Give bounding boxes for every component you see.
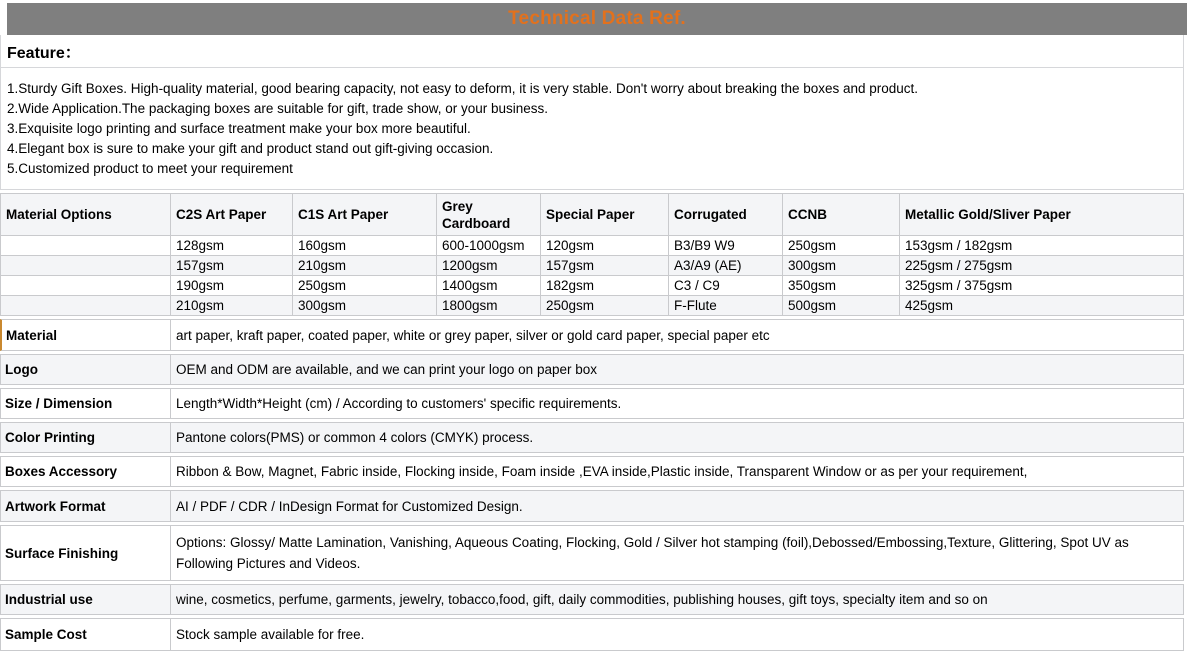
spec-label: Boxes Accessory <box>1 457 171 486</box>
spec-label: Artwork Format <box>1 491 171 521</box>
table-cell: 210gsm <box>293 256 437 276</box>
table-cell: 120gsm <box>541 236 669 256</box>
table-cell: B3/B9 W9 <box>669 236 783 256</box>
table-cell: 350gsm <box>783 276 900 296</box>
title-bar <box>7 3 1187 35</box>
table-cell: 1200gsm <box>437 256 541 276</box>
feature-heading: Feature： <box>7 44 81 62</box>
table-cell: 225gsm / 275gsm <box>900 256 1184 276</box>
spec-row-boxes-accessory <box>0 456 1184 487</box>
column-header: Grey Cardboard <box>437 194 541 236</box>
feature-item: 4.Elegant box is sure to make your gift and product stand out gift-giving occasion. <box>7 141 494 156</box>
feature-item: 2.Wide Application.The packaging boxes are suitable for gift, trade show, or your business. <box>7 101 549 116</box>
table-cell: 190gsm <box>171 276 293 296</box>
table-cell: 425gsm <box>900 296 1184 316</box>
spec-value: Ribbon & Bow, Magnet, Fabric inside, Flocking inside, Foam inside ,EVA inside,Plastic inside, Transparent Window or as per your requirement, <box>176 464 1028 479</box>
spec-row-industrial-use <box>0 584 1184 615</box>
column-header: C1S Art Paper <box>293 194 437 236</box>
table-cell: 600-1000gsm <box>437 236 541 256</box>
table-cell <box>1 256 171 276</box>
spec-label: Surface Finishing <box>1 526 171 580</box>
page-title: Technical Data Ref. <box>508 8 686 29</box>
spec-row-surface-finishing <box>0 525 1184 581</box>
spec-label: Color Printing <box>1 423 171 452</box>
column-header: Material Options <box>1 194 171 236</box>
table-cell: F-Flute <box>669 296 783 316</box>
table-cell: 300gsm <box>293 296 437 316</box>
column-header: Metallic Gold/Sliver Paper <box>900 194 1184 236</box>
table-cell: 210gsm <box>171 296 293 316</box>
table-cell: 250gsm <box>541 296 669 316</box>
table-cell: 157gsm <box>541 256 669 276</box>
spec-value: OEM and ODM are available, and we can print your logo on paper box <box>176 362 597 377</box>
table-cell: 182gsm <box>541 276 669 296</box>
spec-label: Logo <box>1 355 171 384</box>
spec-row-sample-cost <box>0 618 1184 651</box>
table-row <box>1 236 1184 256</box>
feature-heading-row <box>1 35 1183 68</box>
spec-label: Size / Dimension <box>1 389 171 418</box>
table-cell: 325gsm / 375gsm <box>900 276 1184 296</box>
spec-value: art paper, kraft paper, coated paper, white or grey paper, silver or gold card paper, special paper etc <box>176 327 770 343</box>
spec-label: Industrial use <box>1 585 171 614</box>
table-cell: 153gsm / 182gsm <box>900 236 1184 256</box>
column-header: C2S Art Paper <box>171 194 293 236</box>
table-cell <box>1 276 171 296</box>
spec-row-material <box>0 319 1184 351</box>
table-cell: 160gsm <box>293 236 437 256</box>
feature-item: 1.Sturdy Gift Boxes. High-quality material, good bearing capacity, not easy to deform, it is very stable. Don't worry about breaking the boxes and product. <box>7 81 919 96</box>
table-cell: C3 / C9 <box>669 276 783 296</box>
column-header: Corrugated <box>669 194 783 236</box>
table-cell: 250gsm <box>783 236 900 256</box>
spec-value: Options: Glossy/ Matte Lamination, Vanishing, Aqueous Coating, Flocking, Gold / Silver hot stamping (foil),Debossed/Embossing,Texture, Glittering, Spot UV as Following Pictures and Videos. <box>176 535 1129 571</box>
spec-label: Sample Cost <box>1 619 171 650</box>
feature-list <box>1 68 1183 190</box>
page-root <box>0 3 1187 651</box>
table-cell <box>1 236 171 256</box>
table-cell: 128gsm <box>171 236 293 256</box>
spec-value: wine, cosmetics, perfume, garments, jewelry, tobacco,food, gift, daily commodities, publishing houses, gift toys, specialty item and so on <box>176 592 988 607</box>
table-cell: A3/A9 (AE) <box>669 256 783 276</box>
spec-label: Material <box>2 320 171 350</box>
table-cell: 157gsm <box>171 256 293 276</box>
feature-section <box>0 35 1184 190</box>
spec-value: AI / PDF / CDR / InDesign Format for Customized Design. <box>176 498 523 514</box>
spec-value: Length*Width*Height (cm) / According to customers' specific requirements. <box>176 396 622 411</box>
spec-row-logo <box>0 354 1184 385</box>
table-cell: 1800gsm <box>437 296 541 316</box>
table-cell: 1400gsm <box>437 276 541 296</box>
table-row <box>1 276 1184 296</box>
table-cell: 500gsm <box>783 296 900 316</box>
spec-value: Pantone colors(PMS) or common 4 colors (CMYK) process. <box>176 430 534 445</box>
spec-value: Stock sample available for free. <box>176 627 365 642</box>
table-row <box>1 296 1184 316</box>
feature-item: 3.Exquisite logo printing and surface treatment make your box more beautiful. <box>7 121 471 136</box>
table-cell <box>1 296 171 316</box>
table-row <box>1 256 1184 276</box>
spec-row-artwork-format <box>0 490 1184 522</box>
material-options-table <box>0 193 1184 316</box>
table-cell: 250gsm <box>293 276 437 296</box>
column-header: CCNB <box>783 194 900 236</box>
table-cell: 300gsm <box>783 256 900 276</box>
spec-row-color-printing <box>0 422 1184 453</box>
column-header: Special Paper <box>541 194 669 236</box>
spec-row-size-dimension <box>0 388 1184 419</box>
table-header-row <box>1 194 1184 236</box>
feature-item: 5.Customized product to meet your requirement <box>7 161 293 176</box>
